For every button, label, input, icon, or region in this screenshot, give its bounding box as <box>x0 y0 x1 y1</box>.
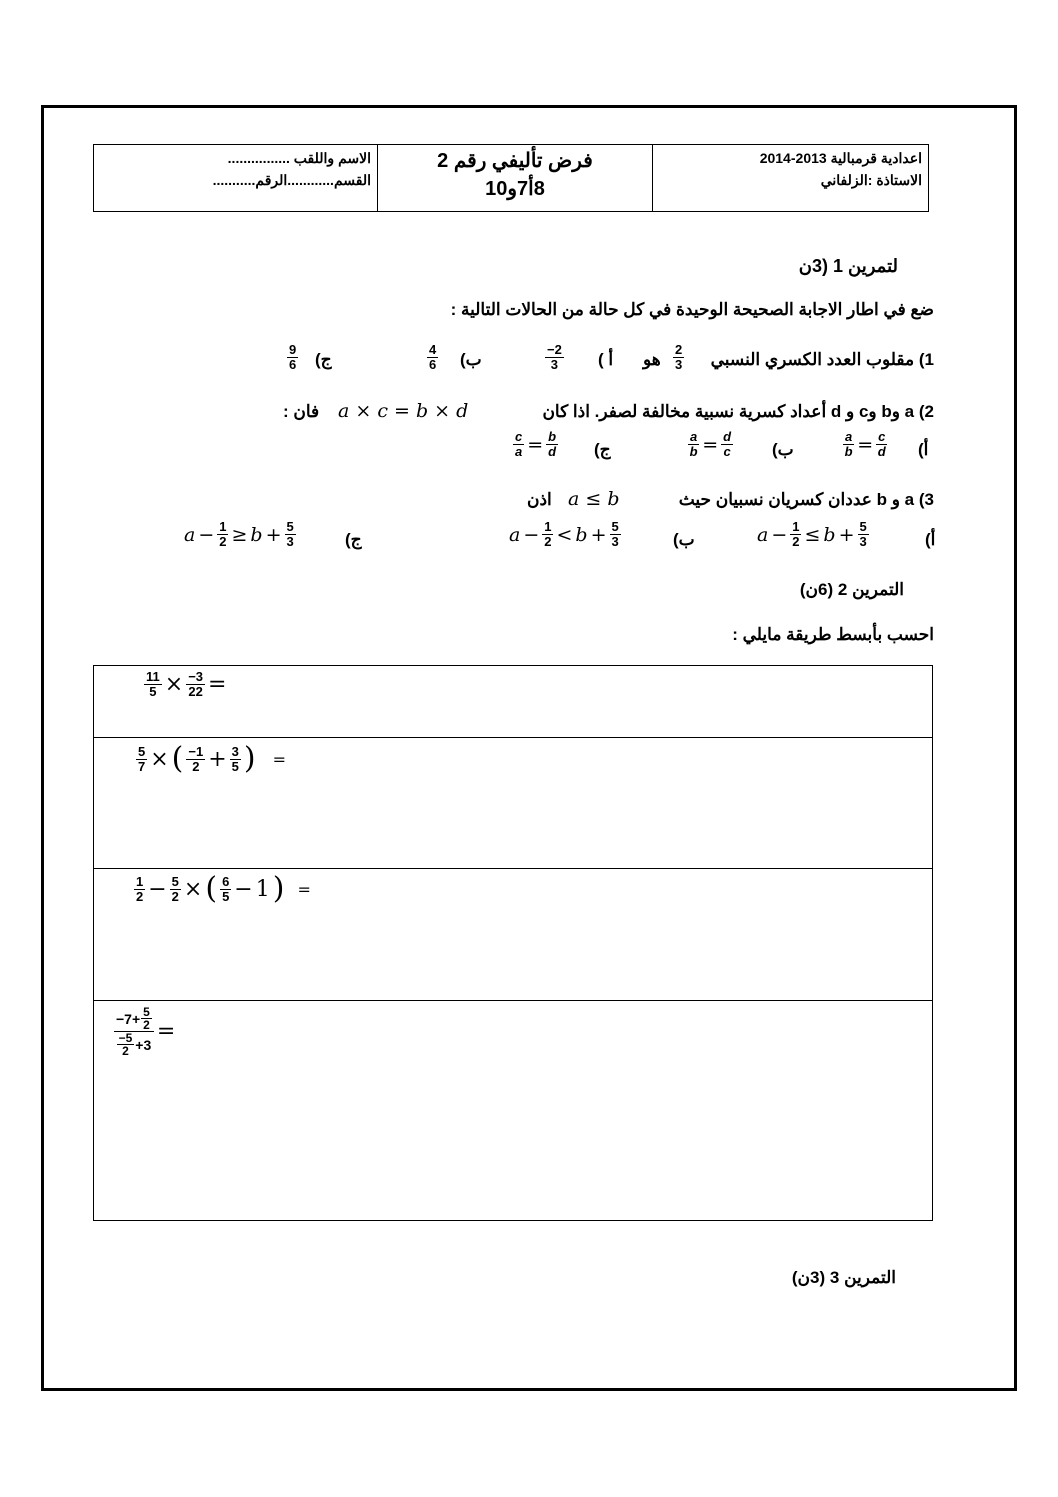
q2-text: 2) a وb وc و d أعداد كسرية نسبية مخالفة لصفر. اذا كان <box>542 402 934 421</box>
op: + <box>265 523 282 546</box>
q1-text: 1) مقلوب العدد الكسري النسبي <box>710 350 934 369</box>
denominator: 3 <box>859 534 867 549</box>
equals: = <box>857 433 874 456</box>
q2-option-c[interactable] <box>513 430 558 459</box>
numerator-part: −7+ <box>116 1010 141 1027</box>
numerator: c <box>878 429 886 444</box>
paren: ) <box>272 871 285 906</box>
numerator: −3 <box>188 669 204 684</box>
q3-option-b[interactable] <box>509 520 621 549</box>
q2-option-a[interactable] <box>843 430 887 459</box>
denominator: 3 <box>611 534 619 549</box>
op: × <box>150 746 169 772</box>
numerator: 5 <box>171 873 179 889</box>
q1-option-b[interactable] <box>427 343 438 372</box>
q2-condition: a × c = b × d <box>338 400 469 422</box>
name-field[interactable]: الاسم واللقب ................ <box>227 150 371 166</box>
numerator: −1 <box>188 743 204 759</box>
expression-3[interactable] <box>134 871 311 906</box>
numerator: 2 <box>675 342 683 357</box>
q1-option-c[interactable] <box>287 343 298 372</box>
op: − <box>198 523 215 546</box>
numerator: 5 <box>143 1005 150 1019</box>
denominator: 5 <box>231 758 239 774</box>
numerator: b <box>548 429 557 444</box>
denominator: c <box>723 444 731 459</box>
q3-condition: a ≤ b <box>568 488 620 510</box>
denominator: 2 <box>219 534 227 549</box>
var: a <box>184 523 196 546</box>
numerator: 1 <box>792 519 800 534</box>
numerator: 1 <box>219 519 227 534</box>
var: b <box>823 523 836 546</box>
expression-2[interactable] <box>136 741 287 776</box>
header-table <box>93 144 929 212</box>
denominator: b <box>689 444 698 459</box>
denominator: 2 <box>122 1044 129 1058</box>
numerator: 5 <box>859 519 867 534</box>
numerator: 4 <box>429 342 437 357</box>
q1-label-b: ب) <box>460 350 482 369</box>
q2-label-c: ج) <box>594 440 611 459</box>
op: − <box>523 523 540 546</box>
q3-label-a: أ) <box>925 530 936 549</box>
denominator: 2 <box>192 758 200 774</box>
equals: = <box>272 749 287 769</box>
number: 1 <box>255 876 270 902</box>
exercise-1-instruction: ضع في اطار الاجابة الصحيحة الوحيدة في كل حالة من الحالات التالية : <box>450 300 934 319</box>
denominator: 3 <box>286 534 294 549</box>
school-year: اعدادية قرمبالية 2013-2014 <box>759 150 922 166</box>
denominator: 22 <box>188 684 203 699</box>
paren: ( <box>205 871 218 906</box>
numerator: 3 <box>231 743 239 759</box>
numerator: 9 <box>289 342 297 357</box>
numerator: 1 <box>136 873 144 889</box>
numerator: 5 <box>611 519 619 534</box>
q3-option-c[interactable] <box>184 520 296 549</box>
equals: = <box>527 433 544 456</box>
op: − <box>148 876 167 902</box>
exercise-1-title: لتمرين 1 (3ن <box>798 256 898 276</box>
row-divider <box>94 1000 932 1001</box>
teacher-name: الاستاذة :الزلفاني <box>820 172 922 188</box>
var: a <box>509 523 521 546</box>
op: − <box>234 876 253 902</box>
q2-label-b: ب) <box>772 440 794 459</box>
equals: = <box>208 672 227 697</box>
equals: = <box>297 879 311 899</box>
denominator: 6 <box>289 357 297 372</box>
calculation-table <box>93 665 933 1221</box>
row-divider <box>94 737 932 738</box>
q3-label-b: ب) <box>673 530 695 549</box>
exercise-2-instruction: احسب بأبسط طريقة مايلي : <box>732 625 934 644</box>
q1-option-a[interactable] <box>545 343 564 372</box>
numerator: −5 <box>118 1031 133 1045</box>
q3-option-a[interactable] <box>757 520 869 549</box>
numerator: c <box>515 429 523 444</box>
q1-label-c: ج) <box>315 350 332 369</box>
school-cell <box>652 145 928 211</box>
q2-label-a: أ) <box>918 440 929 459</box>
exercise-3-title: التمرين 3 (3ن) <box>791 1268 896 1287</box>
denominator: 2 <box>136 888 144 904</box>
exam-title: فرض تأليفي رقم 2 <box>437 150 593 172</box>
var: b <box>250 523 263 546</box>
title-cell <box>377 145 652 211</box>
equals: = <box>702 433 719 456</box>
denominator: 7 <box>138 758 146 774</box>
q1-label-a: أ ) <box>598 350 614 369</box>
denominator: 2 <box>143 1018 150 1032</box>
paren: ( <box>171 741 184 776</box>
numerator: 6 <box>222 873 230 889</box>
student-info-cell <box>94 145 377 211</box>
q1-is: هو <box>643 350 661 369</box>
q2-option-b[interactable] <box>688 430 733 459</box>
denominator: b <box>844 444 853 459</box>
class-number-field[interactable]: القسم............الرقم........... <box>212 172 371 188</box>
numerator: 5 <box>138 743 146 759</box>
numerator: −2 <box>547 342 562 357</box>
denominator: 3 <box>550 357 559 372</box>
numerator: 11 <box>146 669 160 684</box>
q3-label-c: ج) <box>345 530 362 549</box>
denominator: d <box>548 444 557 459</box>
var: b <box>575 523 588 546</box>
numerator: d <box>723 429 732 444</box>
paren: ) <box>243 741 256 776</box>
numerator: 1 <box>544 519 552 534</box>
row-divider <box>94 868 932 869</box>
op: × <box>183 876 203 902</box>
denominator: 6 <box>429 357 437 372</box>
equals: = <box>156 1019 176 1044</box>
op: × <box>164 672 184 697</box>
op: − <box>771 523 788 546</box>
op: + <box>838 523 855 546</box>
exercise-2-title: التمرين 2 (6ن) <box>799 580 904 599</box>
numerator: 5 <box>286 519 294 534</box>
denominator: 5 <box>149 684 157 699</box>
relation: ≤ <box>804 523 821 546</box>
q3-then: اذن <box>527 490 552 509</box>
denominator: 2 <box>792 534 800 549</box>
denominator: d <box>877 444 886 459</box>
numerator: a <box>690 429 698 444</box>
fraction <box>673 343 684 372</box>
denominator: 5 <box>222 888 230 904</box>
op: + <box>590 523 607 546</box>
expression-1[interactable] <box>144 670 226 699</box>
relation: < <box>556 523 573 546</box>
denominator: 2 <box>171 888 179 904</box>
op: + <box>208 746 227 772</box>
expression-4[interactable] <box>114 1006 175 1057</box>
var: a <box>757 523 769 546</box>
relation: ≥ <box>231 523 248 546</box>
denominator: 2 <box>544 534 552 549</box>
exam-classes: 8أ7و10 <box>485 178 545 200</box>
denominator: 3 <box>675 357 683 372</box>
q2-then: فان : <box>283 402 320 421</box>
numerator: a <box>845 429 853 444</box>
q3-text: 3) a و b عددان كسريان نسبيان حيث <box>678 490 934 509</box>
denominator-part: +3 <box>135 1036 152 1053</box>
denominator: a <box>515 444 523 459</box>
